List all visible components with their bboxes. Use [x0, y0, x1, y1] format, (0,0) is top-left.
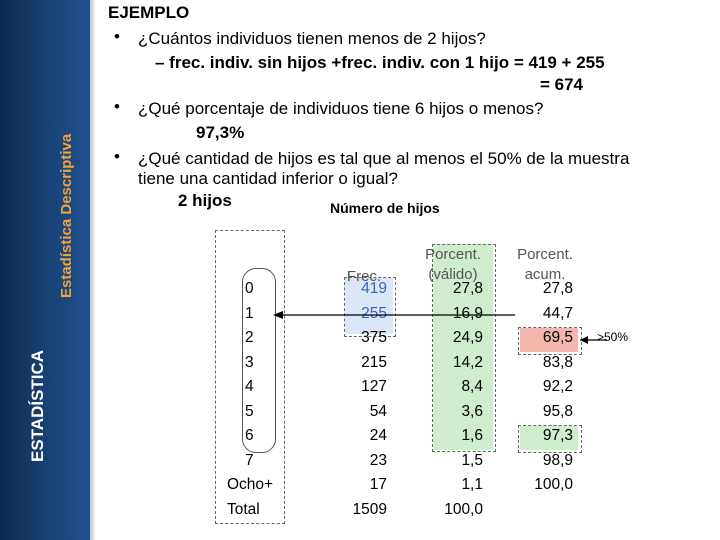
row-acum: 92,2 [542, 378, 573, 395]
row-acum: 27,8 [542, 280, 573, 297]
bullet-1-sub-result: = 674 [540, 75, 584, 94]
bullet-3-cont: tiene una cantidad inferior o igual? [138, 169, 398, 188]
row-label: 1 [245, 304, 254, 322]
row-frec: 1509 [352, 500, 387, 518]
row-acum: 95,8 [542, 402, 573, 420]
row-frec: 419 [361, 280, 387, 297]
header-valido-1: Porcent. [425, 246, 481, 263]
row-valido: 8,4 [461, 378, 483, 395]
bullet-1: ¿Cuántos individuos tienen menos de 2 hijos? [138, 29, 486, 48]
slide-heading: EJEMPLO [108, 3, 190, 22]
row-frec: 255 [361, 304, 387, 322]
row-frec: 215 [361, 353, 387, 371]
row-valido: 16,9 [452, 304, 483, 322]
bullet-2-answer: 97,3% [196, 123, 245, 142]
row-acum: 69,5 [542, 329, 573, 346]
sidebar [0, 0, 90, 540]
table-title: Número de hijos [330, 200, 440, 216]
row-acum: 44,7 [542, 304, 573, 322]
header-acum-1: Porcent. [517, 246, 573, 263]
row-valido: 27,8 [452, 280, 483, 297]
callout-label: >50% [597, 330, 629, 344]
header-frec: Frec. [346, 268, 382, 285]
bullet-1-sub: – frec. indiv. sin hijos +frec. indiv. con 1 hijo = 419 + 255 [155, 53, 605, 72]
row-frec: 23 [369, 451, 387, 469]
bullet-3: ¿Qué cantidad de hijos es tal que al menos el 50% de la muestra [138, 149, 630, 168]
row-frec: 17 [369, 476, 387, 493]
row-valido: 14,2 [452, 353, 483, 371]
row-label: 2 [245, 329, 254, 346]
bullet-2: ¿Qué porcentaje de individuos tiene 6 hijos o menos? [138, 99, 544, 118]
row-label: 6 [245, 427, 254, 444]
row-label: Ocho+ [227, 476, 274, 493]
row-acum: 100,0 [534, 476, 573, 493]
bullet-3-glyph: • [114, 147, 120, 166]
row-label: 4 [245, 378, 254, 395]
row-label: 3 [245, 353, 254, 371]
row-acum: 98,9 [542, 451, 573, 469]
row-acum: 83,8 [542, 353, 573, 371]
row-frec: 127 [361, 378, 387, 395]
header-acum-2: acum. [524, 266, 566, 283]
bullet-1-glyph: • [114, 27, 120, 46]
row-valido: 1,5 [461, 451, 483, 469]
median-arrow [215, 230, 613, 524]
row-frec: 375 [361, 329, 387, 346]
row-valido: 3,6 [461, 402, 483, 420]
row-label: 5 [245, 402, 254, 420]
row-valido: 1,1 [461, 476, 483, 493]
row-acum: 97,3 [542, 427, 573, 444]
sidebar-shadow [90, 0, 96, 540]
sidebar-title: ESTADÍSTICA [28, 349, 47, 462]
row-frec: 24 [369, 427, 387, 444]
frequency-table [215, 230, 613, 524]
sidebar-subtitle: Estadística Descriptiva [58, 133, 75, 298]
bullet-2-glyph: • [114, 97, 120, 116]
row-frec: 54 [369, 402, 387, 420]
bullet-3-answer: 2 hijos [178, 191, 232, 210]
row-valido: 1,6 [461, 427, 483, 444]
header-valido-2: (válido) [428, 266, 478, 283]
row-label: 7 [245, 451, 254, 469]
row-label: Total [227, 500, 260, 518]
row-label: 0 [245, 280, 254, 297]
row-valido: 24,9 [452, 329, 483, 346]
row-valido: 100,0 [444, 500, 483, 518]
